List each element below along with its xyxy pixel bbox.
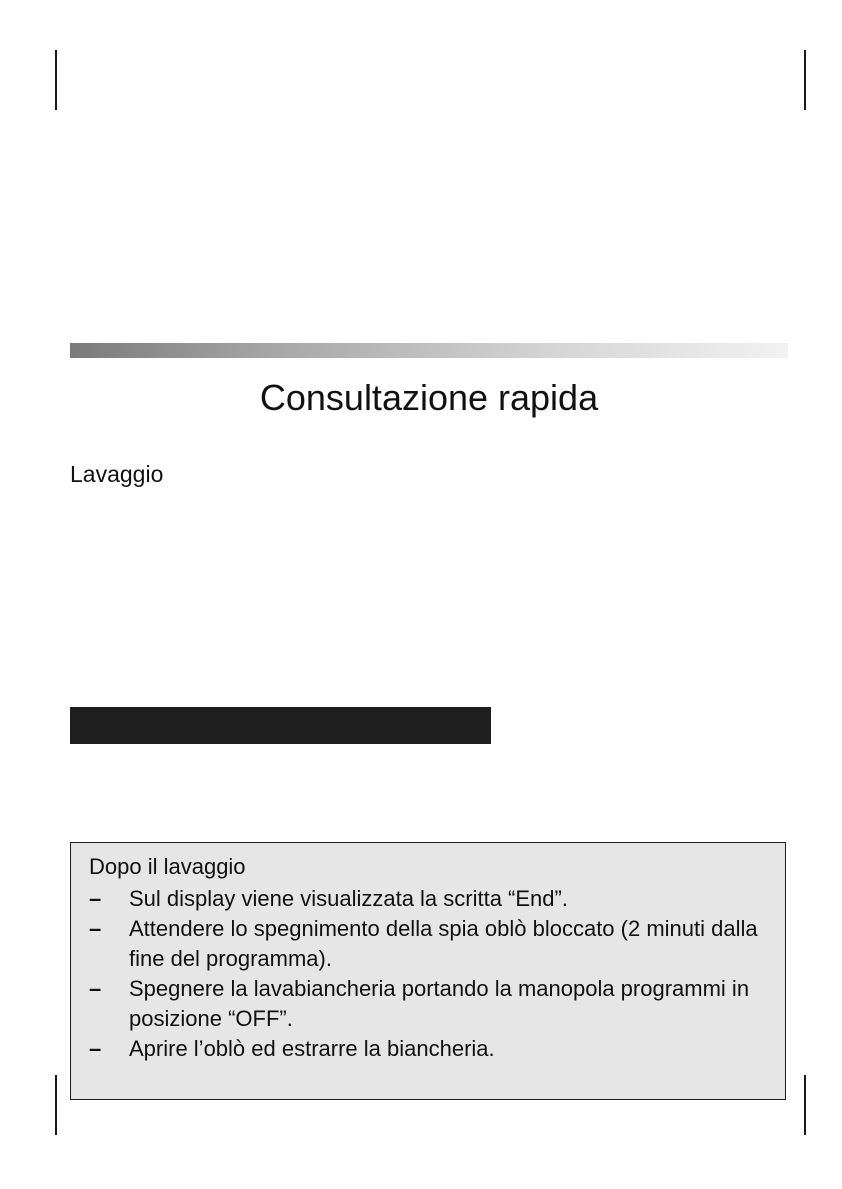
- page-title: Consultazione rapida: [259, 377, 599, 418]
- black-divider-bar: [70, 707, 491, 744]
- crop-mark-right-top: [804, 50, 806, 110]
- bullet-dash: –: [89, 886, 102, 911]
- info-box-heading: Dopo il lavaggio: [89, 854, 246, 879]
- bullet-dash: –: [89, 916, 102, 941]
- list-item: [89, 974, 767, 1034]
- bullet-dash: –: [89, 1036, 102, 1061]
- after-wash-info-box: [70, 842, 786, 1100]
- step-text: Aprire l’oblò ed estrarre la biancheria.: [129, 1036, 495, 1061]
- list-item: [89, 914, 767, 974]
- crop-mark-left-bottom: [55, 1075, 57, 1135]
- step-text: Attendere lo spegnimento della spia oblò bloccato (2 minuti dalla fine del programma).: [129, 916, 758, 971]
- steps-list: [89, 884, 767, 1064]
- section-label: Lavaggio: [70, 461, 164, 487]
- step-text: Sul display viene visualizzata la scritta “End”.: [129, 886, 568, 911]
- header-gradient-bar: [70, 343, 788, 358]
- step-text: Spegnere la lavabiancheria portando la manopola programmi in posizione “OFF”.: [129, 976, 750, 1031]
- crop-mark-left-top: [55, 50, 57, 110]
- crop-mark-right-bottom: [804, 1075, 806, 1135]
- list-item: [89, 1034, 767, 1064]
- bullet-dash: –: [89, 976, 102, 1001]
- list-item: [89, 884, 767, 914]
